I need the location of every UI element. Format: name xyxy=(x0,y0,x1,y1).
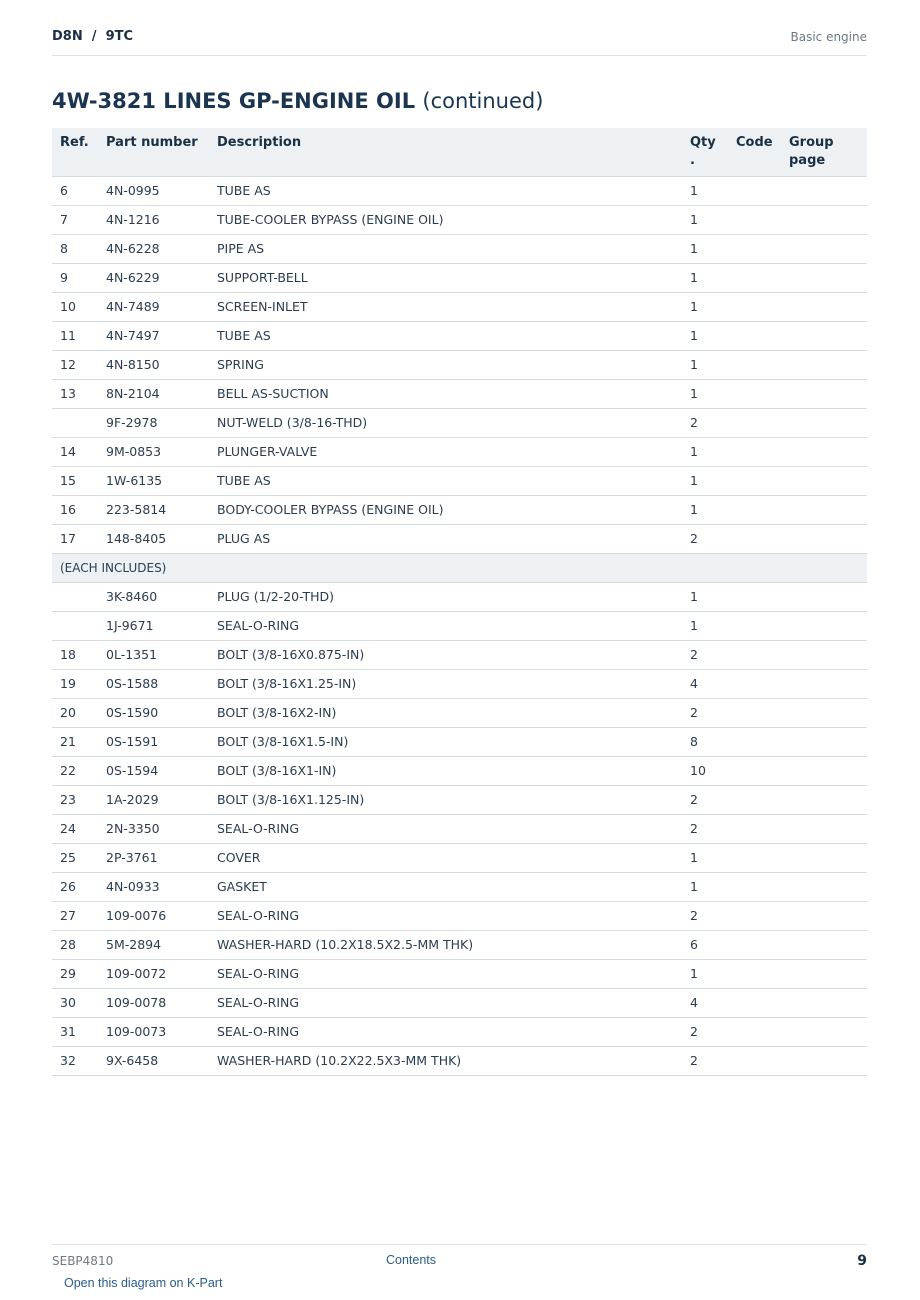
cell-part-number: 109-0073 xyxy=(98,1017,209,1046)
cell-code xyxy=(728,959,781,988)
cell-ref: 13 xyxy=(52,379,98,408)
cell-group-page xyxy=(781,1046,867,1075)
table-row xyxy=(52,698,867,727)
cell-group-page xyxy=(781,959,867,988)
cell-code xyxy=(728,321,781,350)
table-row xyxy=(52,727,867,756)
cell-description: SEAL-O-RING xyxy=(209,901,682,930)
cell-code xyxy=(728,814,781,843)
table-row xyxy=(52,582,867,611)
cell-code xyxy=(728,872,781,901)
page-footer xyxy=(52,1244,867,1275)
cell-code xyxy=(728,495,781,524)
cell-qty: 2 xyxy=(682,408,728,437)
cell-part-number: 4N-8150 xyxy=(98,350,209,379)
cell-description: PLUG (1/2-20-THD) xyxy=(209,582,682,611)
cell-qty: 1 xyxy=(682,611,728,640)
cell-qty: 1 xyxy=(682,495,728,524)
table-row xyxy=(52,379,867,408)
col-header-part-number: Part number xyxy=(98,128,209,176)
title-main: 4W-3821 LINES GP-ENGINE OIL xyxy=(52,89,416,113)
cell-qty: 2 xyxy=(682,814,728,843)
page-number: 9 xyxy=(857,1253,867,1269)
cell-description: COVER xyxy=(209,843,682,872)
cell-qty: 2 xyxy=(682,698,728,727)
group-label: (EACH INCLUDES) xyxy=(52,553,867,582)
table-row xyxy=(52,756,867,785)
cell-description: SEAL-O-RING xyxy=(209,814,682,843)
cell-group-page xyxy=(781,698,867,727)
cell-qty: 1 xyxy=(682,466,728,495)
cell-ref: 24 xyxy=(52,814,98,843)
cell-qty: 2 xyxy=(682,640,728,669)
cell-group-page xyxy=(781,814,867,843)
cell-ref: 29 xyxy=(52,959,98,988)
cell-qty: 2 xyxy=(682,1017,728,1046)
cell-description: TUBE AS xyxy=(209,466,682,495)
cell-part-number: 3K-8460 xyxy=(98,582,209,611)
cell-description: SCREEN-INLET xyxy=(209,292,682,321)
table-row xyxy=(52,350,867,379)
cell-ref: 11 xyxy=(52,321,98,350)
cell-group-page xyxy=(781,524,867,553)
page-header xyxy=(52,26,867,56)
cell-group-page xyxy=(781,930,867,959)
cell-part-number: 223-5814 xyxy=(98,495,209,524)
cell-group-page xyxy=(781,466,867,495)
cell-qty: 2 xyxy=(682,901,728,930)
cell-ref: 9 xyxy=(52,263,98,292)
cell-part-number: 9M-0853 xyxy=(98,437,209,466)
cell-code xyxy=(728,582,781,611)
cell-qty: 10 xyxy=(682,756,728,785)
cell-code xyxy=(728,785,781,814)
title-suffix: (continued) xyxy=(422,89,544,113)
cell-description: WASHER-HARD (10.2X22.5X3-MM THK) xyxy=(209,1046,682,1075)
cell-description: SEAL-O-RING xyxy=(209,611,682,640)
table-row xyxy=(52,901,867,930)
machine-model: D8N / 9TC xyxy=(52,29,134,44)
cell-code xyxy=(728,466,781,495)
cell-code xyxy=(728,379,781,408)
cell-ref: 7 xyxy=(52,205,98,234)
cell-qty: 4 xyxy=(682,669,728,698)
cell-ref: 12 xyxy=(52,350,98,379)
table-row xyxy=(52,292,867,321)
cell-ref: 10 xyxy=(52,292,98,321)
cell-description: BOLT (3/8-16X1-IN) xyxy=(209,756,682,785)
cell-code xyxy=(728,756,781,785)
cell-part-number: 8N-2104 xyxy=(98,379,209,408)
cell-qty: 1 xyxy=(682,843,728,872)
table-row xyxy=(52,437,867,466)
cell-description: SEAL-O-RING xyxy=(209,959,682,988)
cell-group-page xyxy=(781,756,867,785)
cell-ref: 14 xyxy=(52,437,98,466)
cell-group-page xyxy=(781,379,867,408)
cell-qty: 1 xyxy=(682,205,728,234)
cell-description: NUT-WELD (3/8-16-THD) xyxy=(209,408,682,437)
cell-qty: 1 xyxy=(682,582,728,611)
cell-qty: 6 xyxy=(682,930,728,959)
cell-description: BOLT (3/8-16X1.25-IN) xyxy=(209,669,682,698)
cell-group-page xyxy=(781,234,867,263)
cell-code xyxy=(728,727,781,756)
table-row xyxy=(52,785,867,814)
cell-part-number: 5M-2894 xyxy=(98,930,209,959)
cell-part-number: 4N-0995 xyxy=(98,176,209,205)
cell-code xyxy=(728,408,781,437)
cell-qty: 1 xyxy=(682,872,728,901)
cell-description: SPRING xyxy=(209,350,682,379)
cell-code xyxy=(728,843,781,872)
table-row xyxy=(52,234,867,263)
table-row xyxy=(52,640,867,669)
cell-code xyxy=(728,930,781,959)
cell-code xyxy=(728,640,781,669)
cell-code xyxy=(728,205,781,234)
group-row xyxy=(52,553,867,582)
cell-ref xyxy=(52,582,98,611)
cell-description: BOLT (3/8-16X0.875-IN) xyxy=(209,640,682,669)
cell-part-number: 0S-1588 xyxy=(98,669,209,698)
cell-qty: 1 xyxy=(682,959,728,988)
col-header-ref: Ref. xyxy=(52,128,98,176)
cell-ref: 23 xyxy=(52,785,98,814)
cell-group-page xyxy=(781,350,867,379)
table-row xyxy=(52,814,867,843)
cell-description: SEAL-O-RING xyxy=(209,1017,682,1046)
cell-ref: 22 xyxy=(52,756,98,785)
cell-group-page xyxy=(781,205,867,234)
cell-part-number: 0S-1590 xyxy=(98,698,209,727)
table-row xyxy=(52,988,867,1017)
cell-code xyxy=(728,1046,781,1075)
cell-ref xyxy=(52,611,98,640)
cell-ref: 6 xyxy=(52,176,98,205)
cell-part-number: 9F-2978 xyxy=(98,408,209,437)
cell-description: PLUNGER-VALVE xyxy=(209,437,682,466)
table-row xyxy=(52,959,867,988)
cell-description: PIPE AS xyxy=(209,234,682,263)
table-row xyxy=(52,466,867,495)
cell-group-page xyxy=(781,408,867,437)
table-row xyxy=(52,321,867,350)
cell-ref: 30 xyxy=(52,988,98,1017)
cell-group-page xyxy=(781,582,867,611)
table-row xyxy=(52,1046,867,1075)
cell-part-number: 4N-7489 xyxy=(98,292,209,321)
table-row xyxy=(52,843,867,872)
cell-group-page xyxy=(781,640,867,669)
cell-qty: 1 xyxy=(682,350,728,379)
cell-code xyxy=(728,1017,781,1046)
col-header-code: Code xyxy=(728,128,781,176)
cell-part-number: 1W-6135 xyxy=(98,466,209,495)
table-row xyxy=(52,1017,867,1046)
cell-code xyxy=(728,263,781,292)
kpart-diagram-link[interactable]: Open this diagram on K-Part xyxy=(64,1276,223,1290)
cell-qty: 1 xyxy=(682,437,728,466)
cell-part-number: 4N-0933 xyxy=(98,872,209,901)
cell-code xyxy=(728,901,781,930)
cell-group-page xyxy=(781,437,867,466)
parts-table-body xyxy=(52,176,867,1075)
cell-ref: 19 xyxy=(52,669,98,698)
cell-description: TUBE AS xyxy=(209,176,682,205)
cell-ref: 25 xyxy=(52,843,98,872)
cell-ref: 20 xyxy=(52,698,98,727)
cell-qty: 1 xyxy=(682,263,728,292)
cell-code xyxy=(728,524,781,553)
cell-part-number: 4N-1216 xyxy=(98,205,209,234)
cell-ref: 32 xyxy=(52,1046,98,1075)
col-header-qty: Qty . xyxy=(682,128,728,176)
table-row xyxy=(52,872,867,901)
cell-code xyxy=(728,698,781,727)
cell-description: GASKET xyxy=(209,872,682,901)
col-header-description: Description xyxy=(209,128,682,176)
cell-group-page xyxy=(781,176,867,205)
cell-description: BOLT (3/8-16X1.5-IN) xyxy=(209,727,682,756)
cell-description: SEAL-O-RING xyxy=(209,988,682,1017)
page-title xyxy=(52,89,543,113)
cell-description: BOLT (3/8-16X1.125-IN) xyxy=(209,785,682,814)
cell-code xyxy=(728,292,781,321)
table-row xyxy=(52,611,867,640)
cell-ref: 8 xyxy=(52,234,98,263)
cell-group-page xyxy=(781,292,867,321)
col-header-group-page: Group page xyxy=(781,128,867,176)
cell-code xyxy=(728,669,781,698)
cell-code xyxy=(728,176,781,205)
table-row xyxy=(52,930,867,959)
cell-code xyxy=(728,350,781,379)
cell-description: WASHER-HARD (10.2X18.5X2.5-MM THK) xyxy=(209,930,682,959)
cell-qty: 2 xyxy=(682,785,728,814)
cell-qty: 1 xyxy=(682,321,728,350)
section-name: Basic engine xyxy=(790,30,867,44)
table-row xyxy=(52,205,867,234)
cell-description: SUPPORT-BELL xyxy=(209,263,682,292)
cell-ref: 28 xyxy=(52,930,98,959)
cell-group-page xyxy=(781,843,867,872)
cell-ref: 21 xyxy=(52,727,98,756)
cell-ref xyxy=(52,408,98,437)
table-header-row xyxy=(52,128,867,176)
parts-table xyxy=(52,128,867,1076)
table-row xyxy=(52,263,867,292)
table-row xyxy=(52,495,867,524)
cell-part-number: 0S-1594 xyxy=(98,756,209,785)
cell-part-number: 0L-1351 xyxy=(98,640,209,669)
cell-code xyxy=(728,988,781,1017)
cell-part-number: 109-0076 xyxy=(98,901,209,930)
cell-part-number: 2P-3761 xyxy=(98,843,209,872)
cell-description: BOLT (3/8-16X2-IN) xyxy=(209,698,682,727)
cell-description: BELL AS-SUCTION xyxy=(209,379,682,408)
cell-qty: 1 xyxy=(682,379,728,408)
table-row xyxy=(52,176,867,205)
cell-group-page xyxy=(781,611,867,640)
cell-qty: 2 xyxy=(682,1046,728,1075)
cell-ref: 17 xyxy=(52,524,98,553)
cell-code xyxy=(728,611,781,640)
cell-qty: 2 xyxy=(682,524,728,553)
cell-ref: 16 xyxy=(52,495,98,524)
cell-qty: 1 xyxy=(682,292,728,321)
cell-ref: 26 xyxy=(52,872,98,901)
cell-part-number: 109-0078 xyxy=(98,988,209,1017)
cell-qty: 1 xyxy=(682,234,728,263)
document-id: SEBP4810 xyxy=(52,1254,114,1268)
cell-group-page xyxy=(781,669,867,698)
cell-group-page xyxy=(781,727,867,756)
cell-part-number: 4N-6229 xyxy=(98,263,209,292)
cell-qty: 8 xyxy=(682,727,728,756)
cell-group-page xyxy=(781,321,867,350)
cell-ref: 15 xyxy=(52,466,98,495)
cell-description: TUBE-COOLER BYPASS (ENGINE OIL) xyxy=(209,205,682,234)
contents-link[interactable]: Contents xyxy=(386,1253,437,1267)
cell-group-page xyxy=(781,988,867,1017)
cell-group-page xyxy=(781,495,867,524)
cell-part-number: 4N-7497 xyxy=(98,321,209,350)
cell-part-number: 2N-3350 xyxy=(98,814,209,843)
cell-part-number: 109-0072 xyxy=(98,959,209,988)
table-row xyxy=(52,669,867,698)
cell-part-number: 4N-6228 xyxy=(98,234,209,263)
cell-code xyxy=(728,234,781,263)
cell-code xyxy=(728,437,781,466)
cell-part-number: 9X-6458 xyxy=(98,1046,209,1075)
cell-description: TUBE AS xyxy=(209,321,682,350)
cell-group-page xyxy=(781,872,867,901)
cell-group-page xyxy=(781,1017,867,1046)
table-row xyxy=(52,524,867,553)
cell-qty: 1 xyxy=(682,176,728,205)
cell-part-number: 1J-9671 xyxy=(98,611,209,640)
cell-group-page xyxy=(781,785,867,814)
table-row xyxy=(52,408,867,437)
cell-group-page xyxy=(781,263,867,292)
cell-description: PLUG AS xyxy=(209,524,682,553)
cell-ref: 31 xyxy=(52,1017,98,1046)
cell-ref: 27 xyxy=(52,901,98,930)
cell-part-number: 1A-2029 xyxy=(98,785,209,814)
cell-part-number: 0S-1591 xyxy=(98,727,209,756)
cell-qty: 4 xyxy=(682,988,728,1017)
cell-ref: 18 xyxy=(52,640,98,669)
cell-group-page xyxy=(781,901,867,930)
cell-part-number: 148-8405 xyxy=(98,524,209,553)
cell-description: BODY-COOLER BYPASS (ENGINE OIL) xyxy=(209,495,682,524)
